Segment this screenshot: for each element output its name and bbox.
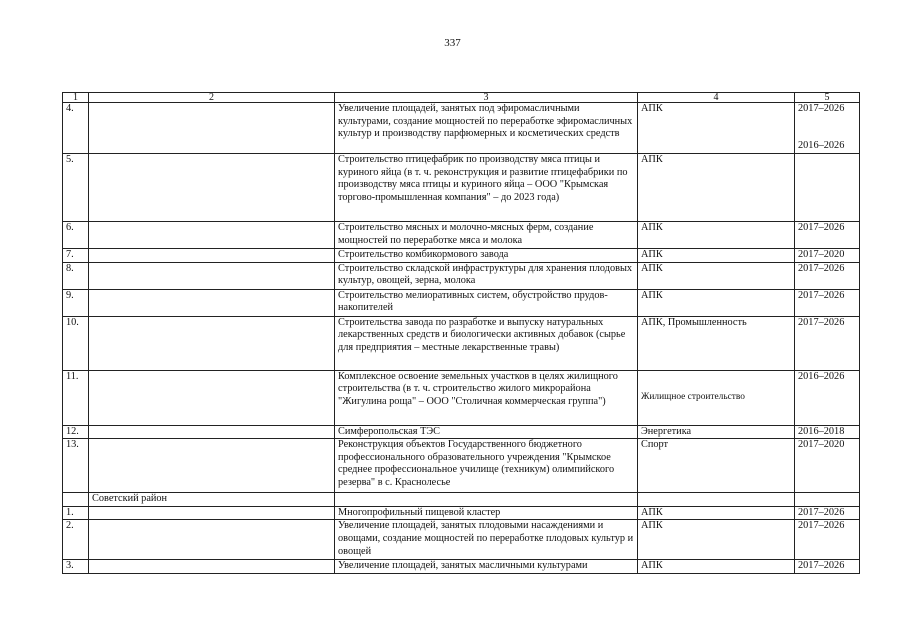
project-description: Строительство птицефабрик по производству мяса птицы и куриного яйца (в т. ч. реконструкция и развитие птицефабрики по производству мяса птицы и куриного яйца – ООО "Крымская торгово-промышленная компания" – до 2023 года) <box>335 154 638 222</box>
table-row <box>63 439 860 493</box>
district-cell <box>89 154 335 222</box>
project-description: Строительство комбикормового завода <box>335 249 638 263</box>
years-cell <box>795 140 860 222</box>
sector-cell: АПК <box>638 520 795 560</box>
row-number: 12. <box>63 425 89 439</box>
table-row <box>63 222 860 249</box>
sector-cell: АПК <box>638 262 795 289</box>
project-description: Увеличение площадей, занятых масличными культурами <box>335 560 638 574</box>
sector-cell: АПК <box>638 154 795 222</box>
sector-cell: АПК <box>638 222 795 249</box>
column-header-row <box>63 93 860 103</box>
years-cell: 2016–2018 <box>795 425 860 439</box>
header-col-5: 5 <box>795 93 860 103</box>
row-number: 6. <box>63 222 89 249</box>
years-cell: 2016–2026 <box>795 370 860 425</box>
header-col-3: 3 <box>335 93 638 103</box>
table-row <box>63 316 860 370</box>
project-description: Комплексное освоение земельных участков в целях жилищного строительства (в т. ч. строительство жилого микрорайона "Жигулина роща" – ООО "Столичная коммерческая группа") <box>335 370 638 425</box>
investment-projects-table <box>62 92 860 574</box>
table-row <box>63 289 860 316</box>
table-row <box>63 506 860 520</box>
district-cell <box>89 370 335 425</box>
years-cell: 2017–2026 <box>795 520 860 560</box>
years-cell: 2017–2026 <box>795 506 860 520</box>
row-number: 13. <box>63 439 89 493</box>
header-col-1: 1 <box>63 93 89 103</box>
project-description: Строительства завода по разработке и выпуску натуральных лекарственных средств и биологически активных добавок (сырье для предприятия – местные лекарственные травы) <box>335 316 638 370</box>
header-col-2: 2 <box>89 93 335 103</box>
table-row <box>63 520 860 560</box>
district-cell <box>89 316 335 370</box>
sector-cell: АПК <box>638 506 795 520</box>
years-cell: 2017–2020 <box>795 249 860 263</box>
row-number: 4. <box>63 103 89 154</box>
section-empty-cell <box>795 493 860 507</box>
row-number: 2. <box>63 520 89 560</box>
years-cell: 2017–2020 <box>795 439 860 493</box>
sector-cell: Энергетика <box>638 425 795 439</box>
table-row <box>63 154 860 222</box>
section-empty-cell <box>638 493 795 507</box>
table-row <box>63 370 860 425</box>
sector-cell: АПК, Промышленность <box>638 316 795 370</box>
district-cell <box>89 506 335 520</box>
district-cell <box>89 289 335 316</box>
row-number: 11. <box>63 370 89 425</box>
years-cell: 2017–2026 <box>795 560 860 574</box>
header-col-4: 4 <box>638 93 795 103</box>
row-number: 5. <box>63 154 89 222</box>
district-cell <box>89 560 335 574</box>
sector-cell: АПК <box>638 249 795 263</box>
years-cell: 2017–2026 <box>795 222 860 249</box>
project-description: Реконструкция объектов Государственного бюджетного профессионального образовательного учреждения "Крымское среднее профессиональное училище (техникум) олимпийского резерва" в с. Краснолесье <box>335 439 638 493</box>
project-description: Строительство мясных и молочно-мясных ферм, создание мощностей по переработке мяса и молока <box>335 222 638 249</box>
project-description: Симферопольская ТЭС <box>335 425 638 439</box>
years-cell: 2017–2026 <box>795 103 860 154</box>
row-number: 7. <box>63 249 89 263</box>
section-empty-cell <box>335 493 638 507</box>
project-description: Увеличение площадей, занятых под эфиромасличными культурами, создание мощностей по переработке эфиромасличных культур и производству парфюмерных и косметических средств <box>335 103 638 154</box>
sector-cell: Жилищное строительство <box>638 370 795 425</box>
district-cell <box>89 262 335 289</box>
district-cell <box>89 249 335 263</box>
project-description: Многопрофильный пищевой кластер <box>335 506 638 520</box>
years-cell: 2017–2026 <box>795 262 860 289</box>
table-row <box>63 103 860 154</box>
row-number: 1. <box>63 506 89 520</box>
district-cell <box>89 520 335 560</box>
table-row <box>63 560 860 574</box>
row-number: 3. <box>63 560 89 574</box>
years-text: 2016–2026 <box>798 140 845 151</box>
years-cell: 2017–2026 <box>795 289 860 316</box>
table-row <box>63 249 860 263</box>
sector-cell: АПК <box>638 289 795 316</box>
table-row <box>63 425 860 439</box>
district-cell <box>89 103 335 154</box>
section-row <box>63 493 860 507</box>
district-cell <box>89 439 335 493</box>
project-description: Строительство мелиоративных систем, обустройство прудов-накопителей <box>335 289 638 316</box>
row-number: 8. <box>63 262 89 289</box>
table-row <box>63 262 860 289</box>
project-description: Увеличение площадей, занятых плодовыми насаждениями и овощами, создание мощностей по переработке плодовых культур и овощей <box>335 520 638 560</box>
section-number-cell <box>63 493 89 507</box>
district-cell <box>89 425 335 439</box>
row-number: 10. <box>63 316 89 370</box>
row-number: 9. <box>63 289 89 316</box>
sector-cell: АПК <box>638 103 795 154</box>
section-title: Советский район <box>89 493 335 507</box>
sector-cell: АПК <box>638 560 795 574</box>
project-description: Строительство складской инфраструктуры для хранения плодовых культур, овощей, зерна, молока <box>335 262 638 289</box>
page-number: 337 <box>444 37 461 49</box>
years-cell: 2017–2026 <box>795 316 860 370</box>
district-cell <box>89 222 335 249</box>
sector-cell: Спорт <box>638 439 795 493</box>
